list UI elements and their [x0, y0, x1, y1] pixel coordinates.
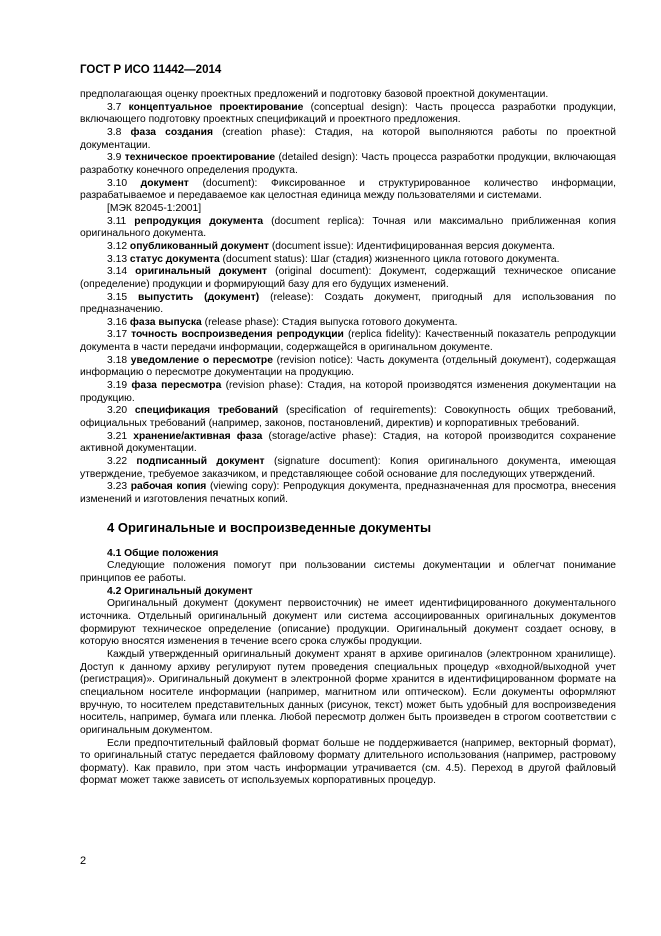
term-definition: (conceptual design): Часть процесса разработки продукции, включающего подготовку проектных спецификаций и проектного предложения. — [80, 101, 616, 126]
term-definition: (detailed design): Часть процесса разработки продукции, включающая разработку конечного определения продукта. — [80, 152, 616, 176]
term-entry — [80, 481, 616, 506]
term-definition: (original document): Документ, содержащий техническое описание (определение) продукции и формирующий базу для его будущих изменений. — [80, 266, 616, 290]
term-name: спецификация требований — [134, 405, 279, 417]
term-definition: (revision notice): Часть документа (отдельный документ), содержащая информацию о пересмотре документации на продукцию. — [80, 354, 616, 379]
term-entry — [80, 178, 616, 203]
term-number: 3.10 — [107, 177, 128, 189]
term-entry — [80, 355, 616, 380]
subsection-title: 4.2 Оригинальный документ — [107, 585, 253, 597]
term-name: концептуальное проектирование — [128, 101, 304, 113]
term-number: 3.21 — [107, 430, 128, 442]
term-number: 3.15 — [107, 291, 128, 303]
term-definition: (replica fidelity): Качественный показатель репродукции документа в части передачи информации, содержащейся в оригинальном документе. — [80, 329, 616, 354]
paragraph: Оригинальный документ (документ первоисточник) не имеет идентифицированного документального источника. Отдельный оригинальный документ или система ассоциированных оригинальных документов формируют техническое определение (описание) продукции. Оригинальный документ создает основу, в которую вносятся изменения в течение всего срока службы продукции. — [80, 598, 616, 648]
term-definition: (document): Фиксированное и структурированное количество информации, разрабатываемое и передаваемое как целостная единица между пользователями и системами. — [80, 177, 616, 202]
term-entry — [80, 456, 616, 481]
term-name: фаза пересмотра — [131, 380, 222, 392]
term-entry — [80, 216, 616, 241]
term-name: репродукция документа — [134, 215, 264, 227]
term-definition: (document replica): Точная или максимально приближенная копия оригинального документа. — [80, 215, 616, 240]
term-entry — [80, 127, 616, 152]
term-entry — [80, 102, 616, 127]
term-number: 3.22 — [107, 456, 128, 468]
term-name: документ — [140, 177, 189, 189]
term-entry — [80, 292, 616, 317]
term-name: техническое проектирование — [124, 152, 276, 164]
term-entry — [80, 241, 616, 254]
term-definition: (document issue): Идентифицированная версия документа. — [268, 240, 555, 252]
term-number: 3.8 — [107, 126, 122, 138]
term-entry — [80, 380, 616, 405]
term-number: 3.7 — [107, 101, 122, 113]
paragraph: Следующие положения помогут при пользовании системы документации и облегчат понимание принципов ее работы. — [80, 560, 616, 584]
term-definition: (release): Создать документ, пригодный для использования по предназначению. — [80, 291, 616, 316]
term-number: 3.9 — [107, 152, 122, 164]
term-number: 3.20 — [107, 405, 128, 417]
subsection-title: 4.1 Общие положения — [107, 547, 219, 559]
term-definition: [МЭК 82045-1:2001] — [107, 202, 202, 214]
section-title: 4 Оригинальные и воспроизведенные документы — [107, 519, 432, 535]
term-name: фаза создания — [130, 126, 213, 138]
term-name: фаза выпуска — [129, 316, 202, 328]
term-name: уведомление о пересмотре — [130, 354, 273, 366]
term-entry — [80, 329, 616, 354]
document-page — [80, 63, 616, 788]
term-name: статус документа — [129, 253, 220, 265]
term-number: 3.11 — [107, 215, 127, 227]
term-entry — [80, 431, 616, 456]
term-name: точность воспроизведения репродукции — [131, 329, 344, 341]
term-number: 3.16 — [107, 316, 128, 328]
term-number: 3.17 — [107, 329, 128, 341]
paragraph: Если предпочтительный файловый формат больше не поддерживается (например, векторный формат), то оригинальный статус передается файловому формату длительного использования (например, растровому формату). Как правило, при этом часть информации утрачивается (см. 4.5). Переход в другой файловый формат может также зависеть от используемых корпоративных процедур. — [80, 737, 616, 787]
term-name: подписанный документ — [136, 456, 265, 468]
term-definition: (viewing copy): Репродукция документа, предназначенная для просмотра, внесения изменений и изготовления печатных копий. — [80, 481, 616, 505]
term-number: 3.13 — [107, 253, 128, 265]
term-entry — [80, 254, 616, 267]
term-entry — [80, 317, 616, 330]
term-definition: (document status): Шаг (стадия) жизненного цикла готового документа. — [219, 253, 560, 265]
page-header: ГОСТ Р ИСО 11442—2014 — [80, 64, 222, 76]
paragraph: Каждый утвержденный оригинальный документ хранят в архиве оригиналов (электронном хранилище). Доступ к данному архиву регулируют путем проведения специальных процедур «входной/выходной учет (регистрация)». Оригинальный документ в электронной форме хранится в идентифицированном формате на специальном носителе информации (например, магнитном или оптическом). Если документы оформляют вручную, то носителем представительных данных (рисунок, текст) может быть удобный для воспроизведения носитель, например, бумага или пленка. Любой пересмотр должен быть произведен в строгом соответствии с оригинальным документом. — [80, 648, 616, 736]
term-name: оригинальный документ — [135, 266, 268, 278]
term-entry — [80, 152, 616, 177]
term-number: 3.23 — [107, 481, 128, 493]
term-entry — [80, 266, 616, 291]
term-entry — [80, 203, 616, 216]
term-definition: (specification of requirements): Совокупность общих требований, официальных требований (например, законов, постановлений, директив) и корпоративных требований. — [80, 405, 616, 430]
terms-list — [80, 102, 616, 507]
term-entry — [80, 405, 616, 430]
term-number: 3.14 — [107, 266, 128, 278]
term-name: рабочая копия — [130, 481, 207, 493]
term-definition: (signature document): Копия оригинального документа, имеющая утверждение, требуемое заказчиком, и представляющее собой основание для последующих утверждений. — [80, 456, 616, 480]
term-definition: (revision phase): Стадия, на которой производятся изменения документации на продукцию. — [80, 380, 616, 404]
term-definition: (release phase): Стадия выпуска готового документа. — [201, 316, 458, 328]
term-number: 3.12 — [107, 240, 128, 252]
page-number: 2 — [80, 855, 87, 867]
term-name: выпустить (документ) — [137, 291, 260, 303]
term-number: 3.19 — [107, 380, 128, 392]
term-definition: (storage/active phase): Стадия, на которой производится сохранение активной документации. — [80, 430, 616, 455]
term-number: 3.18 — [107, 354, 128, 366]
term-name: опубликованный документ — [129, 240, 269, 252]
term-definition: (creation phase): Стадия, на которой выполняются работы по проектной документации. — [80, 126, 616, 151]
intro-paragraph: предполагающая оценку проектных предложений и подготовку базовой проектной документации. — [80, 89, 549, 100]
term-name: хранение/активная фаза — [133, 430, 263, 442]
